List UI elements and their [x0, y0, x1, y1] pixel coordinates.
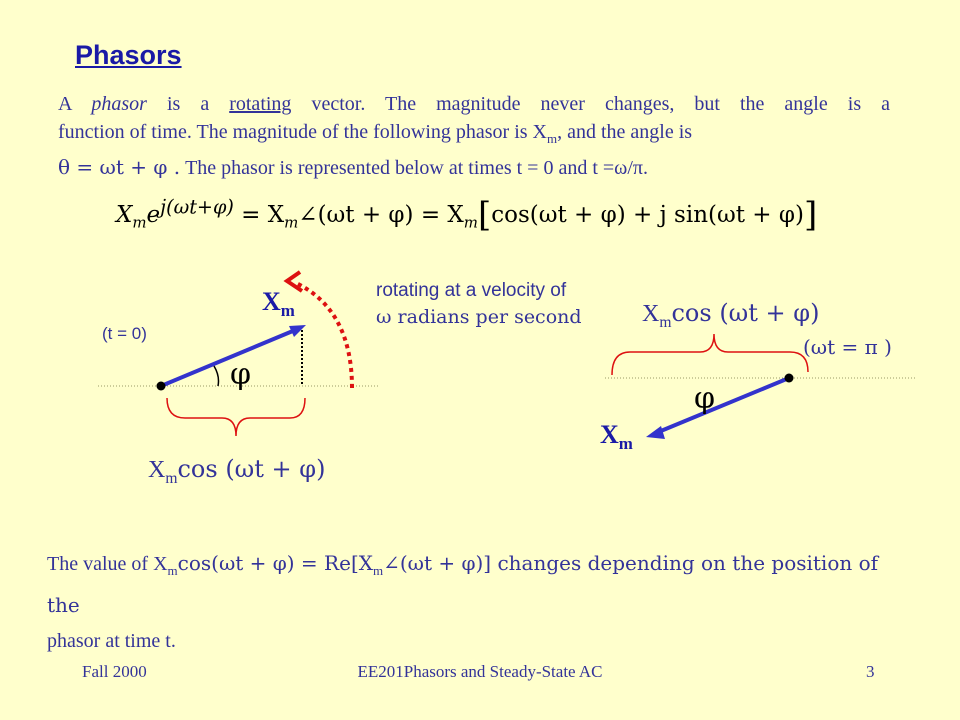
left-cos-label: $X_m\cos$ (ωt + φ)	[148, 455, 326, 487]
footer-date: Fall 2000	[82, 662, 147, 681]
bottom-paragraph	[47, 546, 917, 659]
bottom-line-1: The value of $X_m\cos(\omega t + \varphi)$ = $Re[X_m\angle(\omega t + \varphi)]$ changes depending on the position of the	[47, 551, 879, 617]
left-phi-label: φ	[230, 357, 252, 392]
left-brace	[167, 398, 305, 436]
intro-line-3: θ = ωt + φ . The phasor is represented below at times t = 0 and t =ω/π.	[58, 155, 648, 179]
footer-page-number: 3	[866, 662, 875, 681]
rotation-arc	[296, 283, 352, 388]
phasor-equation: $X_me^{j(\omega t+\varphi)}$ = $X_m\angle(\omega t + \varphi) = X_m[\cos(\omega t + \varphi) + j$ sin(ωt + φ)]	[116, 195, 818, 235]
right-phasor-arrowhead	[646, 426, 665, 439]
right-time-label: (ωt = π )	[803, 335, 892, 359]
left-phasor-arrowhead	[289, 325, 306, 337]
intro-line-2: function of time. The magnitude of the following phasor is $X_m$, and the angle is	[58, 121, 693, 146]
rotation-label: rotating at a velocity of ω radians per second	[376, 280, 582, 328]
right-brace	[612, 334, 808, 375]
left-origin-dot	[157, 382, 166, 391]
intro-line-1: A phasor is a rotating vector. The magnitude never changes, but the angle is a	[58, 93, 890, 115]
right-origin-dot	[785, 374, 794, 383]
right-phasor-arrow	[656, 378, 789, 433]
bottom-line-2: phasor at time t.	[47, 630, 176, 652]
left-angle-arc	[214, 366, 219, 386]
left-xm-label: $X_m$	[262, 287, 295, 321]
right-cos-label: $X_m\cos$ (ωt + φ)	[642, 299, 820, 331]
right-phi-label: φ	[694, 381, 716, 416]
right-xm-label: $X_m$	[600, 420, 633, 454]
left-time-label: (t = 0)	[102, 324, 147, 343]
footer-course-title: EE201Phasors and Steady-State AC	[357, 662, 603, 681]
page-title: Phasors	[75, 40, 182, 70]
